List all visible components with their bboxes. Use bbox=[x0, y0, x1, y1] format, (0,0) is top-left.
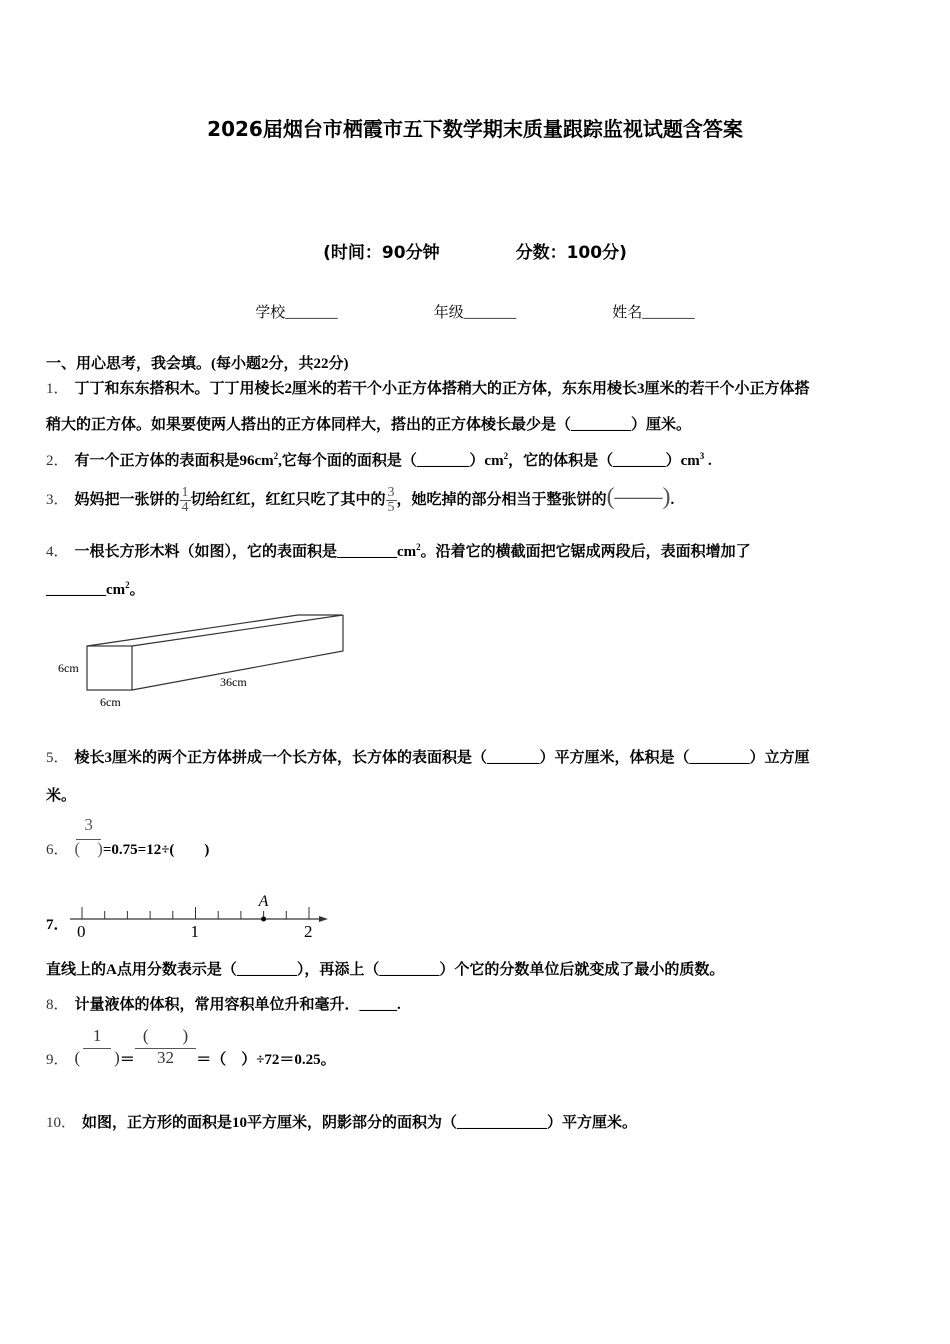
front-face bbox=[87, 646, 132, 690]
question-5-cont: 米。 bbox=[46, 788, 77, 804]
fraction bbox=[180, 486, 191, 515]
q-text: ，它的体积是（_______）cm bbox=[508, 453, 700, 469]
cuboid-figure bbox=[0, 600, 400, 720]
arrow-icon bbox=[319, 916, 328, 922]
q-text: ＝（ ）÷72＝0.25。 bbox=[196, 1051, 336, 1068]
q-text: 棱长3厘米的两个正方体拼成一个长方体，长方体的表面积是（_______）平方厘米，体积是（________）立方厘 bbox=[74, 750, 810, 766]
numerator: 1 bbox=[83, 1027, 112, 1049]
q-text: =0.75=12÷( ) bbox=[102, 841, 210, 858]
time-limit: (时间：90分钟 bbox=[323, 243, 440, 263]
sup: 2 bbox=[273, 451, 279, 461]
tick-label: 1 bbox=[190, 922, 199, 941]
sup: 2 bbox=[125, 580, 130, 590]
point-label: A bbox=[258, 893, 269, 910]
q-text: 一根长方形木料（如图），它的表面积是________cm bbox=[74, 544, 417, 560]
question-2 bbox=[46, 449, 712, 470]
fraction bbox=[75, 1027, 120, 1066]
q-num: 4． bbox=[46, 544, 69, 560]
school-field: 学校_______ bbox=[255, 305, 338, 321]
width-label: 6cm bbox=[100, 695, 121, 709]
q-text: 。 bbox=[129, 582, 145, 598]
fraction bbox=[386, 486, 397, 515]
top-face bbox=[87, 615, 343, 646]
answer-blank: (——) bbox=[606, 484, 671, 510]
q-text: . bbox=[704, 453, 712, 469]
question-1-cont: 稍大的正方体。如果要使两人搭出的正方体同样大，搭出的正方体棱长最少是（________）厘米。 bbox=[46, 417, 692, 433]
q-num: 3． bbox=[46, 492, 69, 508]
q-num: 9． bbox=[46, 1051, 69, 1068]
denominator: ( ) bbox=[74, 839, 103, 858]
denominator: 5 bbox=[387, 500, 395, 516]
q-text: ＝ bbox=[119, 1051, 135, 1068]
length-label: 36cm bbox=[220, 675, 247, 689]
q-text: 妈妈把一张饼的 bbox=[74, 492, 180, 508]
q-num: 1． bbox=[46, 381, 69, 397]
question-1 bbox=[46, 377, 810, 398]
fraction bbox=[75, 816, 103, 857]
question-9 bbox=[46, 1027, 336, 1069]
tick-label: 0 bbox=[77, 922, 86, 941]
fraction bbox=[135, 1027, 196, 1066]
question-4 bbox=[46, 540, 751, 561]
number-line bbox=[0, 890, 340, 945]
name-field: 姓名_______ bbox=[612, 305, 695, 321]
q-text: 计量液体的体积，常用容积单位升和毫升．_____. bbox=[74, 997, 401, 1013]
q-text: 切给红红，红红只吃了其中的 bbox=[190, 492, 386, 508]
question-7-text: 直线上的A点用分数表示是（________），再添上（________）个它的分数单位后就变成了最小的质数。 bbox=[46, 962, 725, 978]
sup: 2 bbox=[416, 542, 421, 552]
student-info bbox=[0, 301, 950, 322]
page-title: 2026届烟台市栖霞市五下数学期末质量跟踪监视试题含答案 bbox=[207, 117, 743, 141]
q-text: 如图，正方形的面积是10平方厘米，阴影部分的面积为（____________）平方厘米。 bbox=[82, 1115, 638, 1131]
question-10 bbox=[46, 1111, 637, 1132]
numerator: ( ) bbox=[135, 1027, 196, 1049]
q-text: . bbox=[670, 492, 675, 508]
exam-meta bbox=[0, 238, 950, 263]
denominator: ( ) bbox=[74, 1048, 120, 1067]
q-num: 5． bbox=[46, 750, 69, 766]
question-8 bbox=[46, 993, 401, 1014]
q-text: 丁丁和东东搭积木。丁丁用棱长2厘米的若干个小正方体搭稍大的正方体，东东用棱长3厘米的若干个小正方体搭 bbox=[74, 381, 810, 397]
q-num: 6． bbox=[46, 841, 69, 858]
sup: 3 bbox=[699, 451, 705, 461]
numerator: 3 bbox=[387, 485, 395, 501]
numerator: 1 bbox=[181, 485, 189, 501]
q-text: ，她吃掉的部分相当于整张饼的 bbox=[396, 492, 607, 508]
numerator: 3 bbox=[76, 816, 101, 840]
q-num: 8． bbox=[46, 997, 69, 1013]
question-6 bbox=[46, 816, 209, 859]
question-5 bbox=[46, 746, 810, 767]
question-4-cont bbox=[46, 578, 145, 599]
q-text: ________cm bbox=[46, 582, 126, 598]
q-text: 有一个正方体的表面积是96cm bbox=[74, 453, 274, 469]
total-score: 分数：100分) bbox=[515, 243, 627, 263]
point-a bbox=[261, 917, 266, 922]
height-label: 6cm bbox=[58, 661, 79, 675]
denominator: 32 bbox=[157, 1048, 175, 1067]
section-heading: 一、用心思考，我会填。(每小题2分，共22分) bbox=[46, 356, 349, 372]
tick-label: 2 bbox=[304, 922, 313, 941]
q-num: 10． bbox=[46, 1115, 77, 1131]
q-text: 。沿着它的横截面把它锯成两段后，表面积增加了 bbox=[420, 544, 751, 560]
q-num: 2． bbox=[46, 453, 69, 469]
question-3 bbox=[46, 484, 674, 515]
denominator: 4 bbox=[181, 500, 189, 516]
q-text: ,它每个面的面积是（_______）cm bbox=[278, 453, 504, 469]
sup: 2 bbox=[503, 451, 509, 461]
question-7-num: 7． bbox=[46, 917, 69, 933]
grade-field: 年级_______ bbox=[433, 305, 517, 321]
